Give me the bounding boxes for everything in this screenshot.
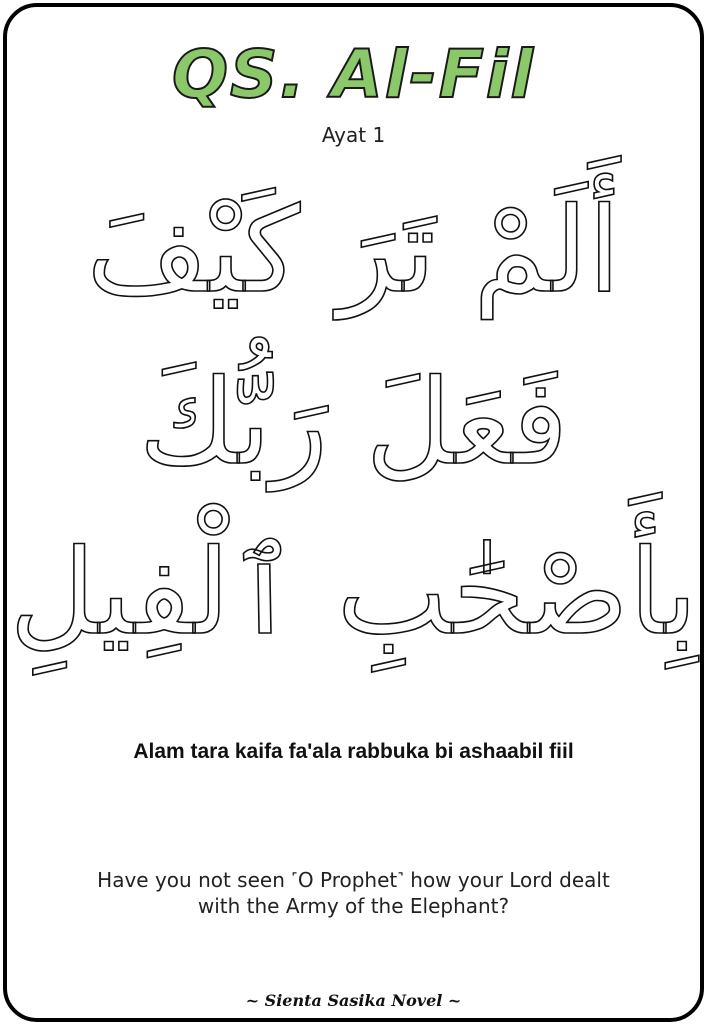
arabic-verse-line-1: أَلَمْ تَرَ كَيْفَ — [86, 181, 621, 319]
page-title: QS. Al-Fil — [171, 36, 536, 113]
verse-number: Ayat 1 — [321, 123, 386, 147]
transliteration: Alam tara kaifa fa'ala rabbuka bi ashaabil fiil — [133, 740, 574, 763]
coloring-page — [3, 3, 704, 1022]
arabic-verse-line-2: فَعَلَ رَبُّكَ — [138, 353, 569, 491]
translation — [7, 867, 700, 919]
translation-line-1: Have you not seen ˹O Prophet˺ how your Lord dealt — [97, 868, 610, 892]
author-credit: ~ Sienta Sasika Novel ~ — [245, 991, 462, 1010]
translation-line-2: with the Army of the Elephant? — [197, 894, 510, 918]
arabic-verse-line-3: بِأَصْحَٰبِ ٱلْفِيلِ — [9, 523, 698, 661]
